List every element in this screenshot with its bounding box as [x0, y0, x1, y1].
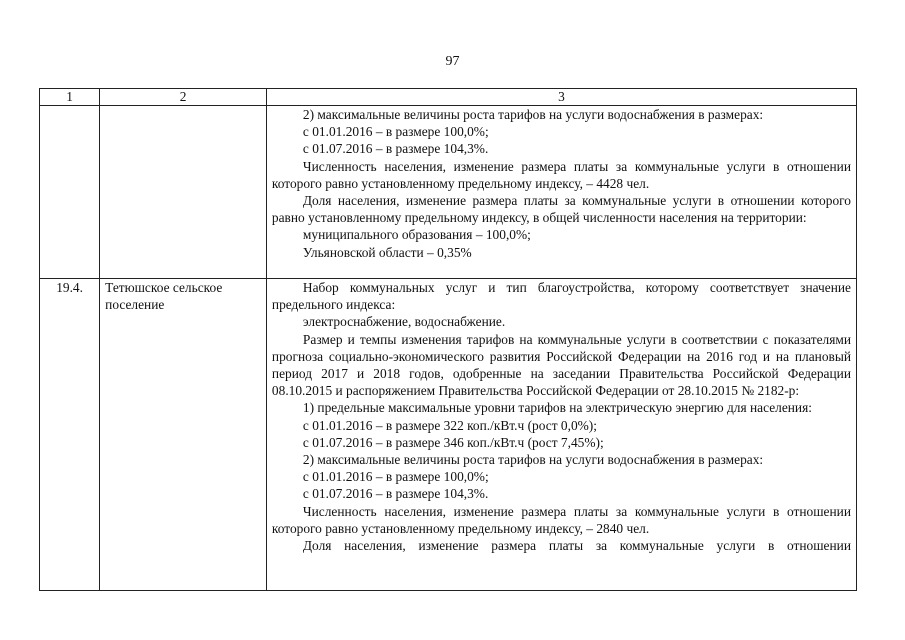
paragraph: с 01.07.2016 – в размере 104,3%.: [302, 141, 489, 157]
paragraph: Набор коммунальных услуг и тип благоустройства, которому соответствует значение предельного индекса:: [271, 280, 851, 313]
paragraph: с 01.01.2016 – в размере 100,0%;: [302, 124, 489, 140]
paragraph: Ульяновской области – 0,35%: [302, 244, 472, 260]
table-header-row: [40, 89, 857, 106]
paragraph: электроснабжение, водоснабжение.: [302, 314, 506, 330]
tariff-table: [39, 88, 857, 591]
paragraph: 2) максимальные величины роста тарифов на услуги водоснабжения в размерах:: [302, 107, 764, 122]
column-header-3: 3: [266, 89, 856, 106]
row-number: 19.4.: [40, 279, 100, 591]
settlement-name: Тетюшское сельское поселение: [100, 279, 267, 591]
paragraph: с 01.07.2016 – в размере 104,3%.: [302, 486, 489, 502]
table-row: [40, 279, 857, 591]
paragraph: Доля населения, изменение размера платы за коммунальные услуги в отношении: [302, 538, 851, 554]
column-header-1: 1: [40, 89, 100, 106]
paragraph: 1) предельные максимальные уровни тарифов на электрическую энергию для населения:: [302, 400, 812, 416]
table-row: [40, 106, 857, 279]
paragraph: с 01.07.2016 – в размере 346 коп./кВт.ч (рост 7,45%);: [302, 434, 604, 450]
paragraph: Численность населения, изменение размера платы за коммунальные услуги в отношении которого равно установленному предельному индексу, – 4428 чел.: [271, 158, 851, 191]
paragraph: Размер и темпы изменения тарифов на коммунальные услуги в соответствии с показателями прогноза социально-экономического развития Российской Федерации на 2016 год и на плановый период 2017 и 2018 годов, одобренные на заседании Правительства Российской Федерации 08.10.2015 и распоряжением Правительства Российской Федерации от 28.10.2015 № 2182-р:: [271, 331, 851, 399]
row-number: [40, 106, 100, 279]
row-content: [266, 279, 856, 591]
paragraph: Доля населения, изменение размера платы за коммунальные услуги в отношении которого равно установленному предельному индексу, в общей численности населения на территории:: [271, 193, 851, 226]
paragraph: Численность населения, изменение размера платы за коммунальные услуги в отношении которого равно установленному предельному индексу, – 2840 чел.: [271, 503, 851, 536]
paragraph: муниципального образования – 100,0%;: [302, 227, 531, 243]
settlement-name: [100, 106, 267, 279]
row-content: [266, 106, 856, 279]
paragraph: с 01.01.2016 – в размере 100,0%;: [302, 469, 489, 485]
paragraph: 2) максимальные величины роста тарифов на услуги водоснабжения в размерах:: [302, 452, 764, 468]
column-header-2: 2: [100, 89, 267, 106]
paragraph: с 01.01.2016 – в размере 322 коп./кВт.ч (рост 0,0%);: [302, 417, 597, 433]
page-number: 97: [445, 54, 460, 69]
